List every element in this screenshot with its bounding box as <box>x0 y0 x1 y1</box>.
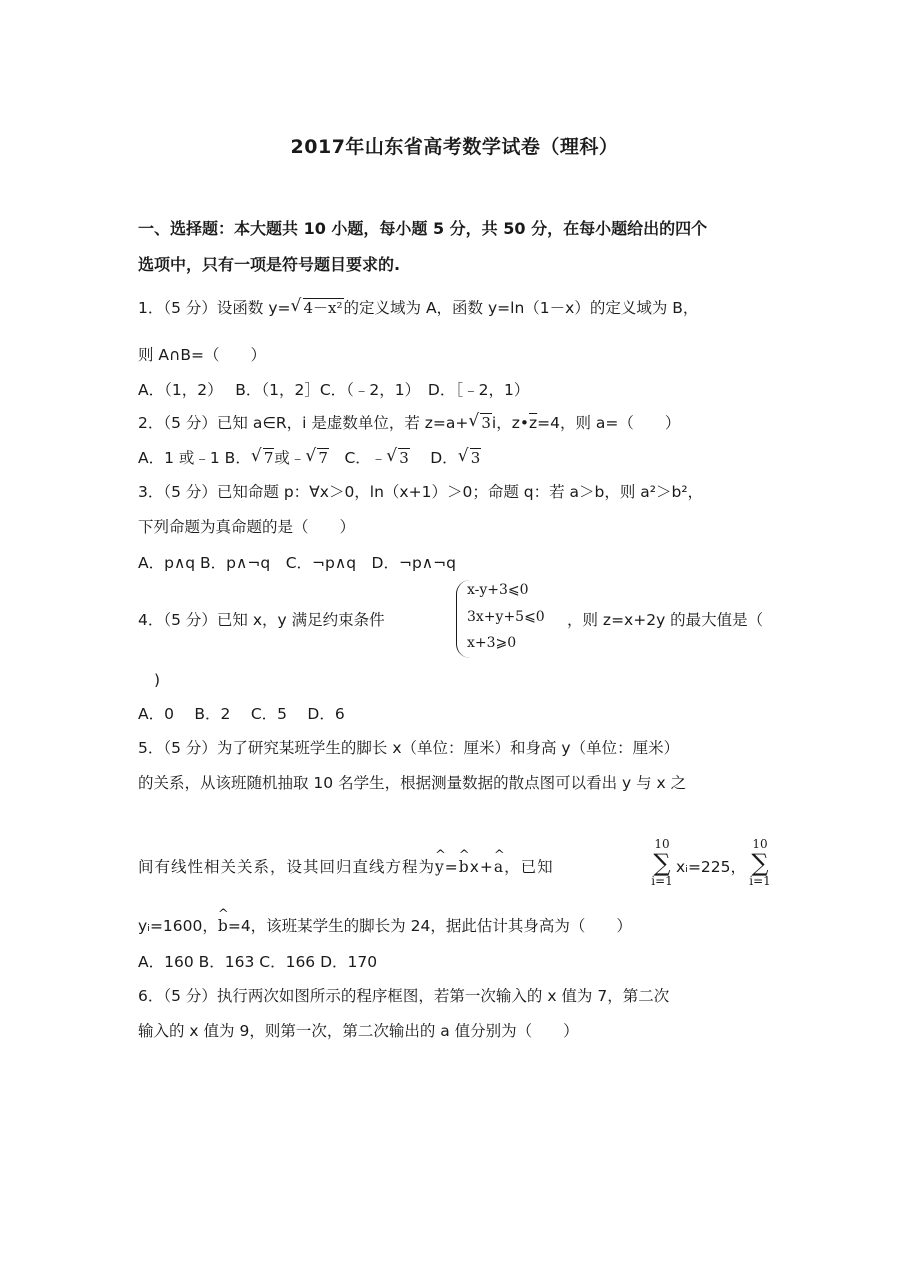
summation-x: 10 ∑ i=1 <box>651 837 673 888</box>
sqrt-radical: √ 3 <box>469 413 492 433</box>
y-hat: ^ y <box>435 857 445 877</box>
sqrt-radical: √ 7 <box>252 448 275 468</box>
conjugate-z: $\overline{z}$ <box>529 414 538 432</box>
q4-options: A．0 B．2 C．5 D．6 <box>138 705 345 723</box>
sqrt-radical: √ 3 <box>387 448 410 468</box>
sqrt-radical: √ 4－x² <box>292 298 344 318</box>
q6-stem-line-2: 输入的 x 值为 9，则第一次，第二次输出的 a 值分别为（ ） <box>138 1022 579 1040</box>
constraint-1: x-y+3⩽0 <box>467 582 529 598</box>
b-hat: ^ b <box>218 916 228 936</box>
q5-options: A．160 B．163 C．166 D．170 <box>138 953 378 971</box>
q3-stem: 3．（5 分）已知命题 p：∀x＞0，ln（x+1）＞0；命题 q：若 a＞b，则 a²＞b²， <box>138 483 704 501</box>
q3-options: A．p∧q B．p∧¬q C．¬p∧q D．¬p∧¬q <box>138 554 456 572</box>
q1-stem: 1．（5 分）设函数 y= √ 4－x²的定义域为 A，函数 y=ln（1－x）的定义域为 B， <box>138 298 698 318</box>
constraint-3: x+3⩾0 <box>467 635 517 651</box>
q4-stem-line-2: ) <box>154 671 161 689</box>
summation-y: 10 ∑ i=1 <box>749 837 771 888</box>
q6-stem: 6．（5 分）执行两次如图所示的程序框图，若第一次输入的 x 值为 7，第二次 <box>138 987 670 1005</box>
q5-stem-line-2: 的关系，从该班随机抽取 10 名学生，根据测量数据的散点图可以看出 y 与 x 之 <box>138 774 687 792</box>
q5-stem-line-4: yᵢ=1600，^ b=4，该班某学生的脚长为 24，据此估计其身高为（ ） <box>138 916 632 936</box>
q2-options: A．1 或﹣1 B． √ 7或﹣ √ 7 C．﹣ √ 3 D． √ 3 <box>138 448 481 468</box>
section-heading-line-2: 选项中，只有一项是符号题目要求的. <box>138 255 401 274</box>
q1-stem-line-2: 则 A∩B=（ ） <box>138 346 266 364</box>
constraint-2: 3x+y+5⩽0 <box>467 609 545 625</box>
q2-stem: 2．（5 分）已知 a∈R，i 是虚数单位，若 z=a+ √ 3i，$z•\overline{z}=4$，则 a=（ ） <box>138 413 680 433</box>
sum-x-term: xᵢ=225， <box>676 858 747 876</box>
a-hat: ^ a <box>494 857 504 877</box>
sqrt-radical: √ 3 <box>459 448 482 468</box>
q3-stem-line-2: 下列命题为真命题的是（ ） <box>138 518 356 536</box>
q5-stem: 5．（5 分）为了研究某班学生的脚长 x（单位：厘米）和身高 y（单位：厘米） <box>138 739 680 757</box>
b-hat: ^ b <box>459 857 470 877</box>
q5-stem-line-3: 间有线性相关关系，设其回归直线方程为^ y=^ bx+^ a，已知 <box>138 857 554 877</box>
section-heading-line-1: 一、选择题：本大题共 10 小题，每小题 5 分，共 50 分，在每小题给出的四个 <box>138 219 708 238</box>
page-title: 2017年山东省高考数学试卷（理科） <box>290 136 619 158</box>
q4-stem-post: ，则 z=x+2y 的最大值是（ <box>567 611 764 629</box>
q1-options: A．（1，2） B．（1，2］C．（﹣2，1） D．［﹣2，1） <box>138 381 530 399</box>
q4-stem-pre: 4．（5 分）已知 x，y 满足约束条件 <box>138 611 385 629</box>
sqrt-radical: √ 7 <box>306 448 329 468</box>
